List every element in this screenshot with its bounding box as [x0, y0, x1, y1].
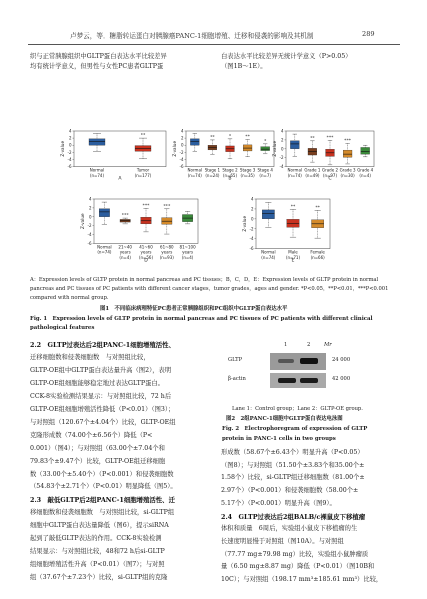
x-category-label: (n=74): [89, 172, 105, 178]
x-category-label: Grade 3: [339, 167, 356, 173]
intro-left-line-1: 织与正常胰腺组织中GLTP蛋白表达水平比较差异: [30, 53, 167, 60]
left-col-line: GLTP-OE组细胞能够稳定地过表达GLTP蛋白。: [30, 379, 164, 387]
panel-letter: A: [118, 176, 122, 180]
left-col-line: GLTP-OE组细胞增殖活性降低（P<0.01）（图3）；: [30, 405, 175, 413]
y-axis-label: Z-value: [80, 213, 85, 230]
figure-2-title-cn: 图2 2组PANC-1细胞中GLTP蛋白表达电泳图: [226, 416, 343, 422]
significance-stars: ***: [344, 138, 352, 144]
significance-stars: *: [264, 139, 267, 145]
y-tick-label: -2: [279, 155, 284, 161]
x-category-label: 81~100: [179, 244, 196, 250]
figure-1-legend-line-3: compared with normal group.: [30, 295, 109, 301]
figure-1-title-en-line-1: Fig. 1 Expression levels of GLTP protein in normal pancreas and PC tissues of PC patients with different clinical: [30, 316, 373, 322]
right-col-line: 形成数（58.67个±6.43个）明显升高（P<0.05）: [221, 449, 364, 456]
figure-1-panel-a: [60, 128, 168, 180]
significance-stars: **: [315, 205, 320, 211]
x-category-label: (n=74): [97, 249, 112, 255]
right-col-line: 1.58个）比较，si-GLTP组迁移细胞数（81.00个±: [221, 474, 365, 482]
x-category-label: (n=65): [222, 172, 238, 178]
right-col-line: 体积和质量 6周后，实验组小鼠皮下移植瘤的生: [221, 525, 358, 533]
left-col-line: 组（37.67个±7.23个）比较，si-GLTP组的克隆: [30, 574, 168, 582]
box-body: [361, 147, 370, 154]
left-col-line: 组细胞增殖活性升高（P<0.01）（图7）；与对照: [30, 561, 165, 569]
figure-2-lane-caption: Lane 1：Control group；Lane 2：GLTP-OE group.: [232, 406, 363, 412]
blot-lane-1-label: 1: [284, 342, 288, 348]
box-body: [261, 147, 270, 151]
left-col-line: 结果显示：与对照组比较，48和72 h后si-GLTP: [30, 548, 165, 556]
intro-left-line-2: 均有统计学意义，但男性与女性PC患者GLTP蛋: [30, 63, 164, 70]
y-tick-label: 4: [280, 128, 284, 134]
x-category-label: Normal: [97, 244, 112, 250]
x-category-label: (n=4): [181, 254, 194, 260]
y-axis-label: Z-value: [272, 140, 277, 157]
blot-row-gltp-label: GLTP: [228, 357, 243, 363]
left-col-line: GLTP-OE组中GLTP蛋白表达量升高（图2），表明: [30, 366, 172, 374]
blot-panel-actin: [270, 373, 326, 388]
significance-stars: ***: [121, 213, 129, 219]
significance-stars: ***: [326, 135, 334, 141]
x-category-label: years: [182, 249, 194, 255]
y-tick-label: 0: [280, 146, 284, 152]
y-tick-label: -6: [87, 240, 92, 246]
x-category-label: Male: [288, 249, 298, 255]
band-actin-lane-1: [278, 378, 296, 383]
panel-letter: D: [144, 258, 148, 262]
left-col-line: 迁移细胞数和侵袭细胞数 与对照组比较，: [30, 353, 150, 361]
x-category-label: (n=4): [359, 172, 371, 178]
plot-frame: [74, 131, 166, 167]
x-category-label: Female: [310, 249, 325, 255]
significance-stars: *: [228, 134, 232, 140]
y-tick-label: -4: [87, 232, 92, 238]
x-category-label: Stage 4: [257, 167, 273, 173]
figure-1-panel-b: [172, 128, 276, 180]
blot-row-actin-mr: 42 000: [332, 376, 351, 382]
header-rule: [28, 44, 400, 45]
y-tick-label: -2: [249, 226, 254, 232]
significance-stars: ***: [163, 204, 171, 210]
figure-1-title-cn: 图1 不同临床病理特征PC患者正常胰腺组织和PC组织中GLTP蛋白表达水平: [100, 306, 288, 312]
significance-stars: **: [245, 135, 250, 141]
left-col-line: 2.3 敲低GLTP后2组PANC-1细胞增殖活性、迁: [30, 496, 175, 505]
y-tick-label: -4: [279, 164, 284, 170]
figure-1-panel-d: [80, 196, 200, 262]
significance-stars: **: [210, 135, 215, 141]
left-col-line: 细胞中GLTP蛋白表达量降低（图6），提示siRNA: [30, 522, 169, 530]
y-tick-label: -2: [179, 149, 184, 155]
significance-stars: ***: [142, 203, 150, 209]
y-tick-label: -2: [87, 223, 92, 229]
y-tick-label: 2: [250, 206, 254, 212]
blot-row-actin-label: β-actin: [228, 376, 246, 382]
significance-stars: **: [140, 133, 146, 139]
blot-panel-gltp: [270, 353, 326, 370]
left-col-line: 数（33.00个±5.40个）（P<0.001）和侵袭细胞数: [30, 470, 174, 478]
x-category-label: (n=74): [287, 172, 302, 178]
running-header: 卢梦云，等．糖脂转运蛋白对胰腺癌PANC-1细胞增殖、迁移和侵袭的影响及其机制: [70, 32, 314, 40]
y-tick-label: -6: [67, 164, 72, 170]
figure-1-legend-line-2: pancreas and PC tissues of PC patients with different cancer stages，tumor grades，ages and gender. *P<0.05，**P<0.01，***P<0.001: [30, 286, 389, 292]
significance-stars: **: [310, 136, 315, 142]
left-col-line: 起到了敲低GLTP表达的作用。CCK-8实验检测: [30, 535, 162, 543]
figure-1-legend-line-1: A：Expression levels of GLTP protein in normal pancreas and PC tissues；B，C，D，E：Expression levels of GLTP protein in normal: [30, 277, 379, 283]
x-category-label: 41~60: [139, 244, 153, 250]
box-body: [89, 139, 105, 145]
x-category-label: (n=71): [285, 254, 301, 260]
x-category-label: (n=7): [259, 172, 271, 178]
y-tick-label: 0: [88, 214, 92, 220]
x-category-label: (n=74): [187, 172, 202, 178]
y-tick-label: 2: [88, 205, 92, 211]
right-col-line: 10C）；与对照组（198.17 mm³±185.61 mm³）比较，: [221, 576, 383, 583]
box-body: [99, 209, 109, 217]
y-tick-label: 2: [180, 135, 184, 141]
y-axis-label: Z-value: [60, 140, 65, 157]
panel-letter: E: [291, 258, 295, 262]
band-gltp-lane-2: [300, 358, 318, 364]
left-col-line: （54.83个±2.71个）（P<0.01）明显降低（图5）。: [30, 483, 177, 491]
y-tick-label: -4: [179, 156, 184, 162]
figure-1-panel-e: [242, 196, 332, 262]
y-tick-label: -2: [67, 149, 72, 155]
y-tick-label: 4: [68, 128, 72, 134]
x-category-label: (n=66): [310, 254, 325, 260]
box-body: [262, 210, 274, 219]
blot-row-gltp-mr: 24 000: [332, 357, 351, 363]
intro-right-line-2: （图1B～1E）。: [221, 63, 267, 70]
blot-mr-label: Mr: [324, 342, 332, 348]
box-body: [290, 141, 299, 149]
x-category-label: (n=30): [340, 172, 355, 178]
x-category-label: Normal: [287, 167, 303, 173]
x-category-label: Grade 2: [321, 167, 339, 173]
y-tick-label: 2: [68, 135, 72, 141]
left-col-line: 79.83个±9.47个）比较，GLTP-OE组迁移细胞: [30, 457, 166, 465]
x-category-label: (n=177): [134, 172, 152, 178]
panel-letter: C: [328, 176, 332, 180]
x-category-label: (n=49): [305, 172, 320, 178]
y-tick-label: 0: [250, 216, 254, 222]
x-category-label: Normal: [187, 167, 203, 173]
intro-right-line-1: 白表达水平比较差异无统计学意义（P>0.05）: [221, 53, 352, 60]
x-category-label: years: [140, 249, 152, 255]
y-tick-label: 4: [180, 128, 184, 134]
x-category-label: (n=74): [261, 254, 276, 260]
band-actin-lane-2: [300, 378, 318, 383]
figure-2-title-en-line-2: protein in PANC-1 cells in two groups: [222, 436, 336, 442]
x-category-label: (n=4): [119, 254, 131, 260]
right-col-line: （图8）；与对照组（51.50个±3.83个和35.00个±: [221, 461, 365, 469]
y-tick-label: 4: [250, 196, 254, 202]
x-category-label: Grade 4: [357, 167, 374, 173]
x-category-label: Grade 1: [304, 167, 321, 173]
y-axis-label: Z-value: [172, 140, 177, 157]
x-category-label: 61~80: [160, 244, 174, 250]
y-tick-label: -6: [249, 246, 254, 252]
x-category-label: (n=24): [205, 172, 220, 178]
right-col-line: 长速度明显慢于对照组（图10A）。与对照组: [221, 537, 344, 545]
band-gltp-lane-1: [278, 359, 294, 363]
box-body: [190, 139, 199, 145]
panel-letter: B: [228, 176, 232, 180]
significance-stars: **: [290, 204, 296, 210]
left-col-line: 移细胞数和侵袭细胞数 与对照组比较，si-GLTP组: [30, 509, 175, 517]
x-category-label: Tumor: [136, 167, 150, 173]
box-body: [343, 150, 352, 157]
y-tick-label: 0: [180, 142, 184, 148]
left-col-line: 0.001）（图4）；与对照组（63.00个±7.04个和: [30, 444, 165, 452]
left-col-line: 2.2 GLTP过表达后2组PANC-1细胞增殖活性、: [30, 341, 175, 349]
x-category-label: Normal: [261, 249, 276, 255]
x-category-label: (n=56): [138, 254, 154, 260]
figure-1-title-en-line-2: pathological features: [30, 325, 95, 331]
x-category-label: (n=97): [322, 172, 338, 178]
y-axis-label: Z-value: [242, 215, 247, 232]
blot-lane-2-label: 2: [307, 342, 311, 348]
y-tick-label: 0: [68, 142, 72, 148]
x-category-label: (n=35): [240, 172, 255, 178]
page-number: 289: [362, 30, 375, 38]
y-tick-label: -6: [179, 164, 184, 170]
left-col-line: CCK-8实验检测结果显示：与对照组比较，72 h后: [30, 392, 172, 400]
x-category-label: years: [161, 249, 173, 255]
y-tick-label: 4: [88, 196, 92, 202]
right-col-line: 2.4 GLTP过表达后2组BALB/c裸鼠皮下移植瘤: [221, 512, 366, 521]
x-category-label: Stage 1: [204, 167, 221, 173]
x-category-label: Stage 3: [239, 167, 256, 173]
right-col-line: 2.97个）（P<0.001）和侵袭细胞数（58.00个±: [221, 487, 359, 495]
figure-2-title-en-line-1: Fig. 2 Electrophoregram of expression of GLTP: [222, 426, 368, 432]
left-col-line: 与对照组（120.67个±4.04个）比较，GLTP-OE组: [30, 418, 176, 426]
y-tick-label: 2: [280, 137, 284, 143]
x-category-label: Normal: [89, 167, 105, 173]
y-tick-label: -4: [249, 236, 254, 242]
left-col-line: 克隆形成数（74.00个±6.56个）降低（P<: [30, 431, 153, 439]
x-category-label: (n=93): [159, 254, 174, 260]
figure-2-blot: [218, 340, 402, 406]
right-col-line: 5.17个）（P<0.001）明显升高（图9）。: [221, 499, 336, 507]
x-category-label: 21~40: [118, 244, 132, 250]
right-col-line: 量（6.50 mg±8.87 mg）降低（P<0.01）（图10B和: [221, 563, 375, 571]
figure-1-panel-c: [272, 128, 376, 180]
x-category-label: years: [119, 249, 131, 255]
right-col-line: （77.77 mg±79.98 mg）比较，实验组小鼠肿瘤质: [221, 550, 369, 558]
y-tick-label: -4: [67, 156, 72, 162]
x-category-label: Stage 2: [222, 167, 238, 173]
